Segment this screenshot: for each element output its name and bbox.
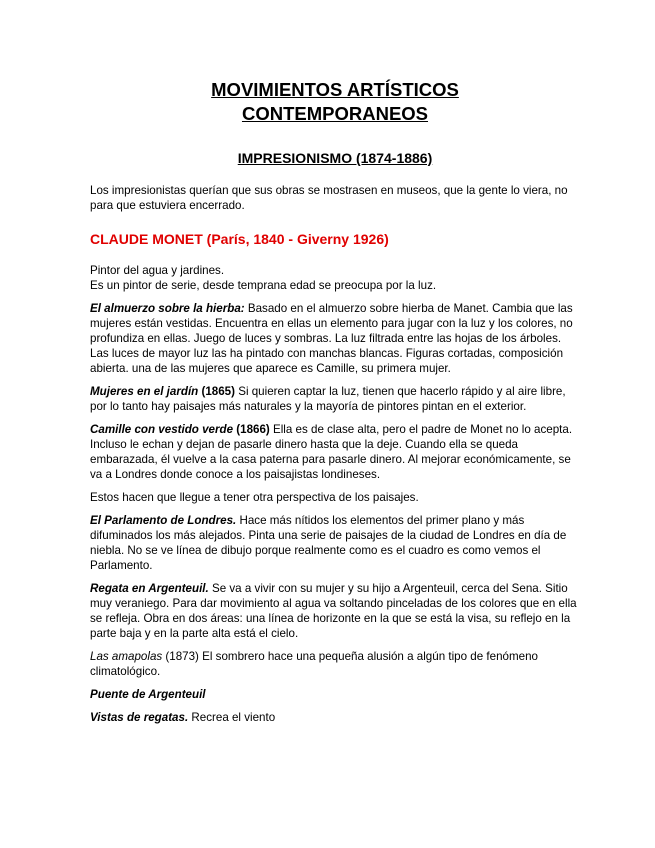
work-text: Se va a vivir con su mujer y su hijo a Argenteuil, cerca del Sena. Sitio muy veraniego. Para dar movimiento al agua va soltando pinceladas de los colores que en ella se refleja. Obra en dos áreas: una línea de horizonte en la que se está la visa, su reflejo en la parte baja y en la parte alta está el cielo.	[90, 582, 577, 640]
work-title: Vistas de regatas.	[90, 711, 189, 724]
work-text: Ella es de clase alta, pero el padre de Monet no lo acepta. Incluso le echan y dejan de pasarle dinero hasta que la deje. Cuando ella se queda embarazada, él vuelve a la casa paterna para pasarle dinero. Al mejorar económicamente, se va a Londres donde conoce a los paisajistas londineses.	[90, 423, 573, 481]
section-title: IMPRESIONISMO (1874-1886)	[237, 150, 433, 166]
title-line-2: CONTEMPORANEOS	[241, 103, 429, 124]
work-text: (1873) El sombrero hace una pequeña alusión a algún tipo de fenómeno climatológico.	[90, 650, 538, 678]
document-title	[90, 78, 580, 126]
document-page	[90, 78, 580, 725]
work-vistas	[90, 710, 580, 725]
work-title: Camille con vestido verde	[90, 423, 234, 436]
work-puente	[90, 687, 580, 702]
title-line-1: MOVIMIENTOS ARTÍSTICOS	[211, 79, 459, 100]
artist-line-1: Pintor del agua y jardines.	[90, 264, 225, 277]
work-title: Mujeres en el jardín	[90, 385, 199, 398]
work-title: Puente de Argenteuil	[90, 688, 206, 701]
work-almuerzo	[90, 301, 580, 376]
work-title: Regata en Argenteuil.	[90, 582, 209, 595]
work-text: Hace más nítidos los elementos del primer plano y más difuminados los más alejados. Pinta una serie de paisajes de la ciudad de Londres en día de niebla. No se ve línea de dibujo porque realmente como es el cuadro es como vemos el Parlamento.	[90, 514, 567, 572]
intro-paragraph: Los impresionistas querían que sus obras se mostrasen en museos, que la gente lo viera, no para que estuviera encerrado.	[90, 184, 568, 212]
work-regata	[90, 581, 580, 641]
work-title: El almuerzo sobre la hierba:	[90, 302, 245, 315]
work-title: El Parlamento de Londres.	[90, 514, 237, 527]
work-text: Si quieren captar la luz, tienen que hacerlo rápido y al aire libre, por lo tanto hay paisajes más naturales y la mayoría de pintores pintan en el exterior.	[90, 385, 566, 413]
work-text: Basado en el almuerzo sobre hierba de Manet. Cambia que las mujeres están vestidas. Encuentra en ellas un elemento para jugar con la luz y los colores, no profundiza en ellas. Juego de luces y sombras. La luz filtrada entre las hojas de los árboles. Las luces de mayor luz las ha pintado con manchas blancas. Figuras cortadas, composición abierta. una de las mujeres que aparece es Camille, su primera mujer.	[90, 302, 573, 375]
work-mujeres	[90, 384, 580, 414]
work-camille	[90, 422, 580, 482]
artist-line-2: Es un pintor de serie, desde temprana edad se preocupa por la luz.	[90, 279, 437, 292]
work-parlamento	[90, 513, 580, 573]
work-year: (1865)	[198, 385, 235, 398]
work-text: Recrea el viento	[188, 711, 276, 724]
artist-heading: CLAUDE MONET (París, 1840 - Giverny 1926)	[90, 231, 389, 247]
artist-description	[90, 263, 580, 293]
plain-paragraph: Estos hacen que llegue a tener otra perspectiva de los paisajes.	[90, 491, 419, 504]
work-title: Las amapolas	[90, 650, 163, 663]
work-year: (1866)	[233, 423, 270, 436]
work-amapolas	[90, 649, 580, 679]
